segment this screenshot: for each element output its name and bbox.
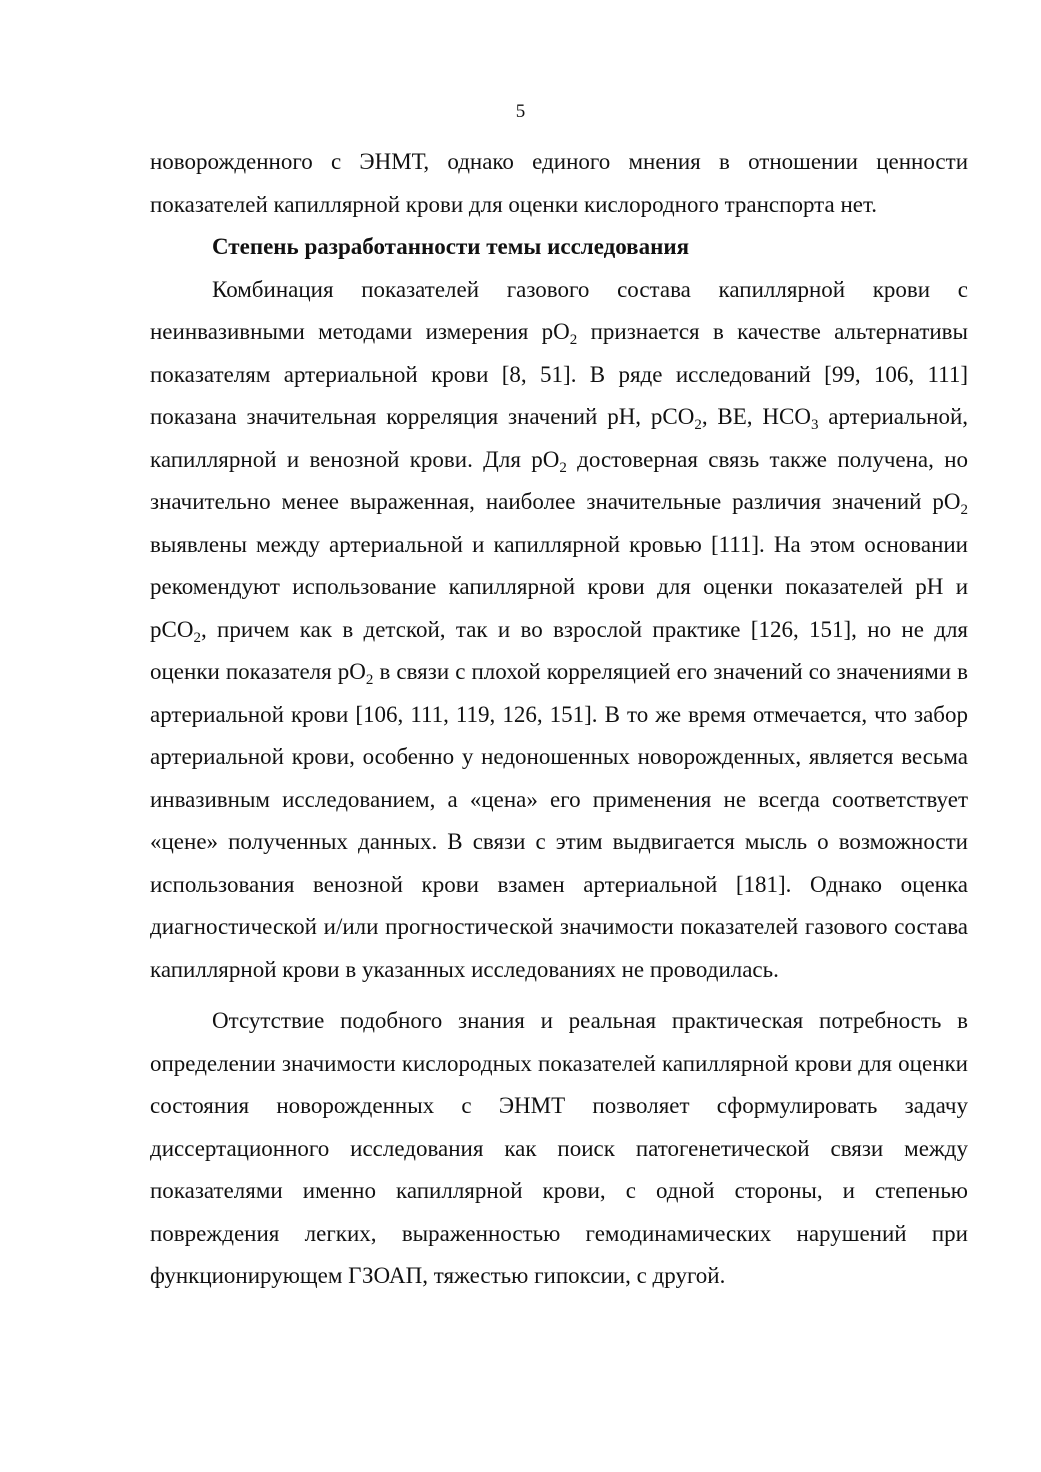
subscript: 2 [960, 502, 968, 518]
document-body [150, 141, 968, 1298]
paragraph-development-degree [150, 269, 968, 992]
subscript: 3 [810, 417, 819, 433]
text-run: признается в качестве альтернативы показателям артериальной крови [8, 51]. В ряде исследований [99, 106, 111] показана значительная корреляция значений pH, pCO [150, 319, 968, 429]
text-run: , BE, HCO [701, 404, 811, 429]
text-run: , причем как в детской, так и во взрослой практике [126, 151], но не для оценки показателя pO [150, 616, 968, 684]
text-run: Комбинация показателей газового состава капиллярной крови с неинвазивными методами измерения pO [150, 276, 968, 344]
text-run: новорожденного с ЭНМТ, однако единого мнения в отношении ценности показателей капиллярной крови для оценки кислородного транспорта нет. [150, 149, 968, 217]
subscript: 2 [569, 332, 578, 348]
subscript: 2 [694, 417, 702, 433]
text-run: достоверная связь также получена, но значительно менее выраженная, наиболее значительные различия значений pO [150, 446, 969, 514]
subscript: 2 [559, 459, 567, 476]
text-run: в связи с плохой корреляцией его значений со значениями в артериальной крови [106, 111, 119, 126, 151]. В то же время отмечается, что забор артериальной крови, особенно у недоношенных новорожденных, является весьма инвазивным исследованием, а «цена» его применения не всегда соответствует «цене» полученных данных. В связи с этим выдвигается мысль о возможности использования венозной крови взамен артериальной [181]. Однако оценка диагностической и/или прогностической значимости показателей газового состава капиллярной крови в указанных исследованиях не проводилась. [150, 659, 968, 982]
section-heading: Степень разработанности темы исследования [212, 234, 690, 259]
text-run: Отсутствие подобного знания и реальная практическая потребность в определении значимости кислородных показателей капиллярной крови для оценки состояния новорожденных с ЭНМТ позволяет сформулировать задачу диссертационного исследования как поиск патогенетической связи между показателями именно капиллярной крови, с одной стороны, и степенью повреждения легких, выраженностью гемодинамических нарушений при функционирующем ГЗОАП, тяжестью гипоксии, с другой. [150, 1008, 968, 1288]
text-run: выявлены между артериальной и капиллярной кровью [111]. На этом основании рекомендуют использование капиллярной крови для оценки показателей pH и pCO [150, 531, 968, 642]
page-number: 5 [515, 101, 526, 122]
subscript: 2 [193, 629, 201, 646]
paragraph-continuation [150, 141, 968, 226]
subscript: 2 [365, 672, 374, 688]
paragraph-research-task [150, 1000, 968, 1298]
text-run: артериальной, капиллярной и венозной крови. Для pO [150, 404, 968, 472]
